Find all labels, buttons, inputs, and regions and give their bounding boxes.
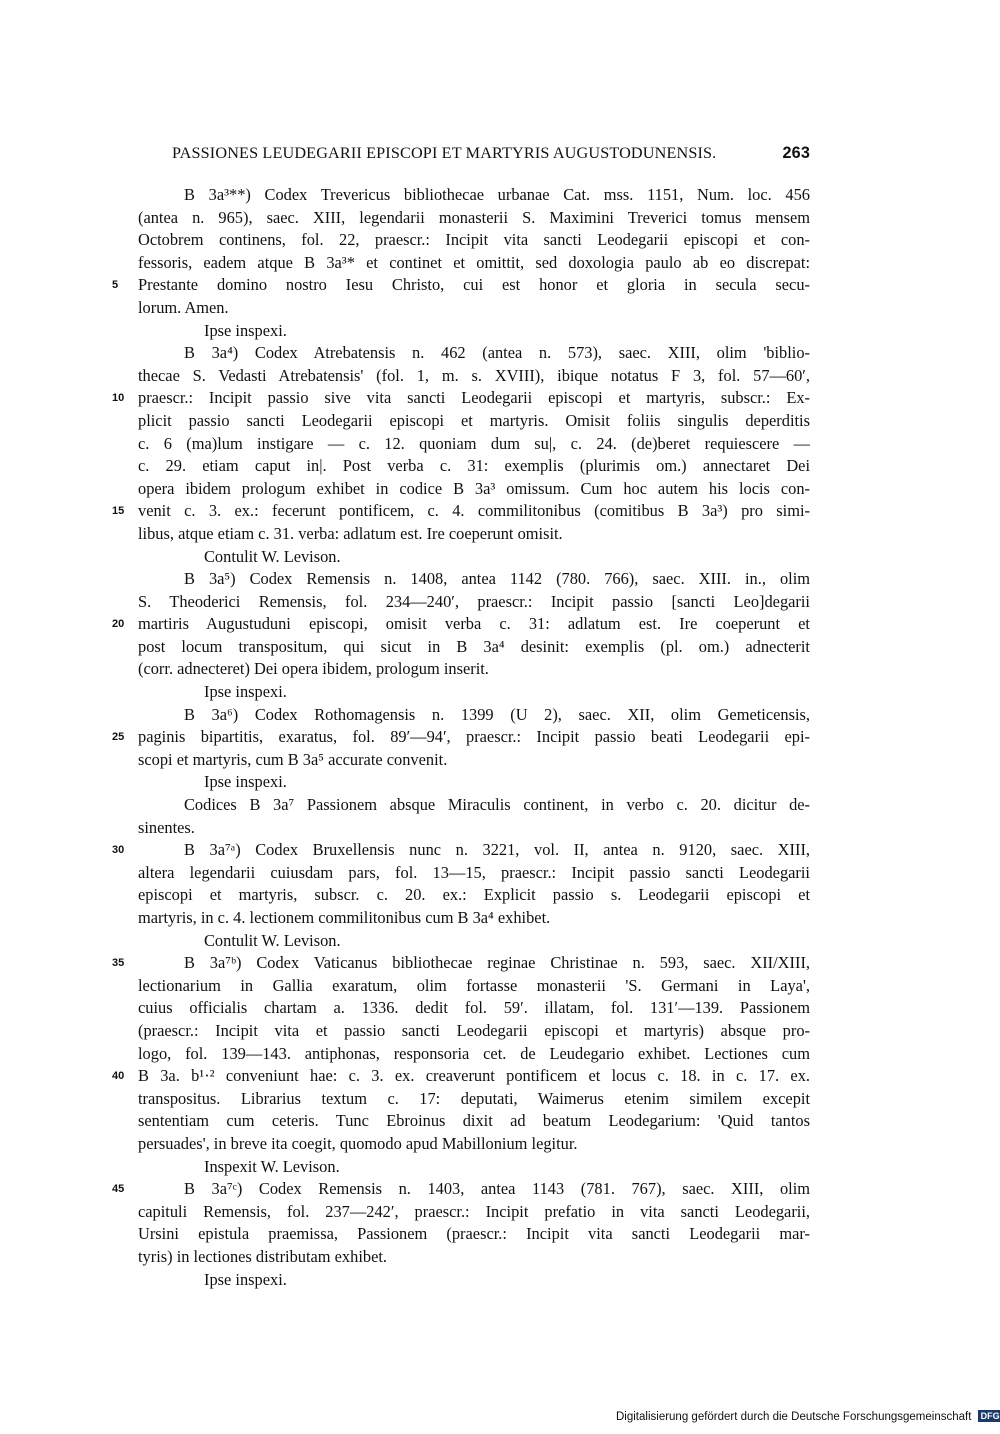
line-text: B 3a⁶) Codex Rothomagensis n. 1399 (U 2), saec. XII, olim Gemeticensis, [184, 704, 810, 724]
text-line [138, 862, 810, 885]
text-line [138, 568, 810, 591]
text-line [138, 1223, 810, 1246]
text-line [138, 1156, 810, 1179]
line-text: c. 6 (ma)lum instigare — c. 12. quoniam dum su|, c. 24. (de)beret requiescere — [138, 433, 810, 453]
line-text: persuades', in breve ita coegit, quomodo apud Mabillonium legitur. [138, 1133, 578, 1153]
line-text: opera ibidem prologum exhibet in codice B 3a³ omissum. Cum hoc autem his locis con- [138, 478, 810, 498]
line-text: c. 29. etiam caput in|. Post verba c. 31: exemplis (plurimis om.) annectaret Dei [138, 456, 810, 476]
line-text: sinentes. [138, 817, 195, 837]
text-line [138, 681, 810, 704]
line-text: martiris Augustuduni episcopi, omisit verba c. 31: adlatum est. Ire coeperunt et [138, 614, 810, 634]
line-text: venit c. 3. ex.: fecerunt pontificem, c. 4. commilitonibus (comitibus B 3a³) pro simi- [138, 501, 810, 521]
line-text: praescr.: Incipit passio sive vita sancti Leodegarii episcopi et martyris, subscr.: Ex- [138, 388, 810, 408]
line-number: 20 [112, 618, 125, 631]
text-line [138, 546, 810, 569]
line-text: libus, atque etiam c. 31. verba: adlatum est. Ire coeperunt omisit. [138, 523, 563, 543]
text-line [138, 433, 810, 456]
text-line [138, 184, 810, 207]
text-line [138, 704, 810, 727]
text-line [112, 274, 810, 297]
line-text: Octobrem continens, fol. 22, praescr.: Incipit vita sancti Leodegarii episcopi et con- [138, 230, 810, 250]
text-line [138, 591, 810, 614]
line-number: 15 [112, 505, 125, 518]
page-number: 263 [782, 144, 810, 162]
text-line [138, 930, 810, 953]
text-line [138, 636, 810, 659]
line-text: (antea n. 965), saec. XIII, legendarii monasterii S. Maximini Treverici tomus mensem [138, 207, 810, 227]
line-text: tyris) in lectiones distributam exhibet. [138, 1246, 387, 1266]
line-text: B 3a⁷ᵃ) Codex Bruxellensis nunc n. 3221, vol. II, antea n. 9120, saec. XIII, [184, 840, 810, 860]
dfg-logo: DFG [978, 1410, 1000, 1422]
text-line [138, 794, 810, 817]
line-text: Prestante domino nostro Iesu Christo, cui est honor et gloria in secula secu- [138, 275, 810, 295]
text-line [138, 907, 810, 930]
line-text: B 3a⁷ᵇ) Codex Vaticanus bibliothecae reginae Christinae n. 593, saec. XII/XIII, [184, 953, 810, 973]
text-line [138, 1201, 810, 1224]
text-line [138, 297, 810, 320]
text-line [138, 771, 810, 794]
line-text: lorum. Amen. [138, 297, 229, 317]
text-line [112, 387, 810, 410]
text-line [112, 726, 810, 749]
line-text: Ursini epistula praemissa, Passionem (praescr.: Incipit vita sancti Leodegarii mar- [138, 1224, 810, 1244]
line-number: 40 [112, 1070, 125, 1083]
line-text: S. Theoderici Remensis, fol. 234—240′, praescr.: Incipit passio [sancti Leo]degarii [138, 591, 810, 611]
line-text: logo, fol. 139—143. antiphonas, responsoria cet. de Leudegario exhibet. Lectiones cum [138, 1043, 810, 1063]
line-text: Ipse inspexi. [204, 682, 287, 702]
line-number: 35 [112, 957, 125, 970]
text-line [138, 455, 810, 478]
text-line [138, 884, 810, 907]
line-text: lectionarium in Gallia exaratum, olim fortasse monasterii 'S. Germani in Laya', [138, 975, 810, 995]
digitization-credit [616, 1410, 1000, 1423]
text-line [112, 613, 810, 636]
text-line [138, 1246, 810, 1269]
text-line [138, 365, 810, 388]
line-text: capituli Remensis, fol. 237—242′, praescr.: Incipit prefatio in vita sancti Leodegarii, [138, 1201, 810, 1221]
text-line [138, 523, 810, 546]
line-number: 30 [112, 844, 125, 857]
line-text: altera legendarii cuiusdam pars, fol. 13—15, praescr.: Incipit passio sancti Leodegarii [138, 862, 810, 882]
line-number: 10 [112, 392, 125, 405]
text-line [138, 229, 810, 252]
body-text [112, 184, 810, 1291]
text-line [138, 975, 810, 998]
text-line [138, 658, 810, 681]
line-text: Codices B 3a⁷ Passionem absque Miraculis continent, in verbo c. 20. dicitur de- [184, 795, 810, 815]
text-line [138, 252, 810, 275]
line-text: paginis bipartitis, exaratus, fol. 89′—94′, praescr.: Incipit passio beati Leodegarii epi- [138, 727, 810, 747]
text-line [138, 749, 810, 772]
line-text: Inspexit W. Levison. [204, 1156, 340, 1176]
running-title: PASSIONES LEUDEGARII EPISCOPI ET MARTYRIS AUGUSTODUNENSIS. [172, 144, 717, 162]
line-text: transpositus. Librarius textum c. 17: deputati, Waimerus etenim similem excepit [138, 1088, 810, 1108]
line-text: B 3a³**) Codex Trevericus bibliothecae urbanae Cat. mss. 1151, Num. loc. 456 [184, 185, 810, 204]
text-line [138, 207, 810, 230]
footer-text: Digitalisierung gefördert durch die Deutsche Forschungsgemeinschaft [616, 1411, 972, 1423]
line-text: B 3a⁷ᶜ) Codex Remensis n. 1403, antea 1143 (781. 767), saec. XIII, olim [184, 1179, 810, 1199]
text-line [112, 1178, 810, 1201]
line-number: 25 [112, 731, 125, 744]
text-line [112, 1065, 810, 1088]
line-number: 5 [112, 279, 119, 292]
line-text: sententiam cum ceteris. Tunc Ebroinus dixit ad beatum Leodegarium: 'Quid tantos [138, 1111, 810, 1131]
text-line [112, 839, 810, 862]
text-line [138, 342, 810, 365]
line-text: B 3a⁵) Codex Remensis n. 1408, antea 1142 (780. 766), saec. XIII. in., olim [184, 569, 810, 589]
text-line [138, 478, 810, 501]
line-text: episcopi et martyris, subscr. c. 20. ex.: Explicit passio s. Leodegarii episcopi et [138, 885, 810, 905]
line-text: martyris, in c. 4. lectionem commilitonibus cum B 3a⁴ exhibet. [138, 908, 551, 927]
text-line [138, 1043, 810, 1066]
line-text: Contulit W. Levison. [204, 930, 341, 950]
text-line [138, 1088, 810, 1111]
text-line [138, 1020, 810, 1043]
line-text: cuius officialis chartam a. 1336. dedit fol. 59′. illatam, fol. 131′—139. Passionem [138, 998, 810, 1018]
text-line [138, 1110, 810, 1133]
line-text: Contulit W. Levison. [204, 546, 341, 566]
line-number: 45 [112, 1183, 125, 1196]
text-line [138, 1133, 810, 1156]
line-text: B 3a⁴) Codex Atrebatensis n. 462 (antea n. 573), saec. XIII, olim 'biblio- [184, 343, 810, 363]
line-text: post locum transpositum, qui sicut in B 3a⁴ desinit: exemplis (pl. om.) adnecterit [138, 636, 810, 656]
text-line [138, 1269, 810, 1292]
line-text: plicit passio sancti Leodegarii episcopi et martyris. Omisit foliis singulis deperditis [138, 410, 810, 430]
line-text: scopi et martyris, cum B 3a⁵ accurate convenit. [138, 749, 448, 769]
line-text: (corr. adnecteret) Dei opera ibidem, prologum inserit. [138, 659, 489, 679]
line-text: thecae S. Vedasti Atrebatensis' (fol. 1, m. s. XVIII), ibique notatus F 3, fol. 57—60′, [138, 365, 810, 385]
line-text: Ipse inspexi. [204, 772, 287, 792]
text-line [138, 997, 810, 1020]
text-line [138, 410, 810, 433]
line-text: Ipse inspexi. [204, 1269, 287, 1289]
text-line [138, 320, 810, 343]
text-line [138, 817, 810, 840]
text-line [112, 952, 810, 975]
line-text: (praescr.: Incipit vita et passio sancti Leodegarii episcopi et martyris) absque pro- [138, 1020, 810, 1040]
line-text: B 3a. b¹·² conveniunt hae: c. 3. ex. creaverunt pontificem et locus c. 18. in c. 17. ex. [138, 1066, 810, 1086]
line-text: fessoris, eadem atque B 3a³* et continet et omittit, sed doxologia paulo ab eo discrepat: [138, 252, 810, 272]
text-line [112, 500, 810, 523]
line-text: Ipse inspexi. [204, 320, 287, 340]
